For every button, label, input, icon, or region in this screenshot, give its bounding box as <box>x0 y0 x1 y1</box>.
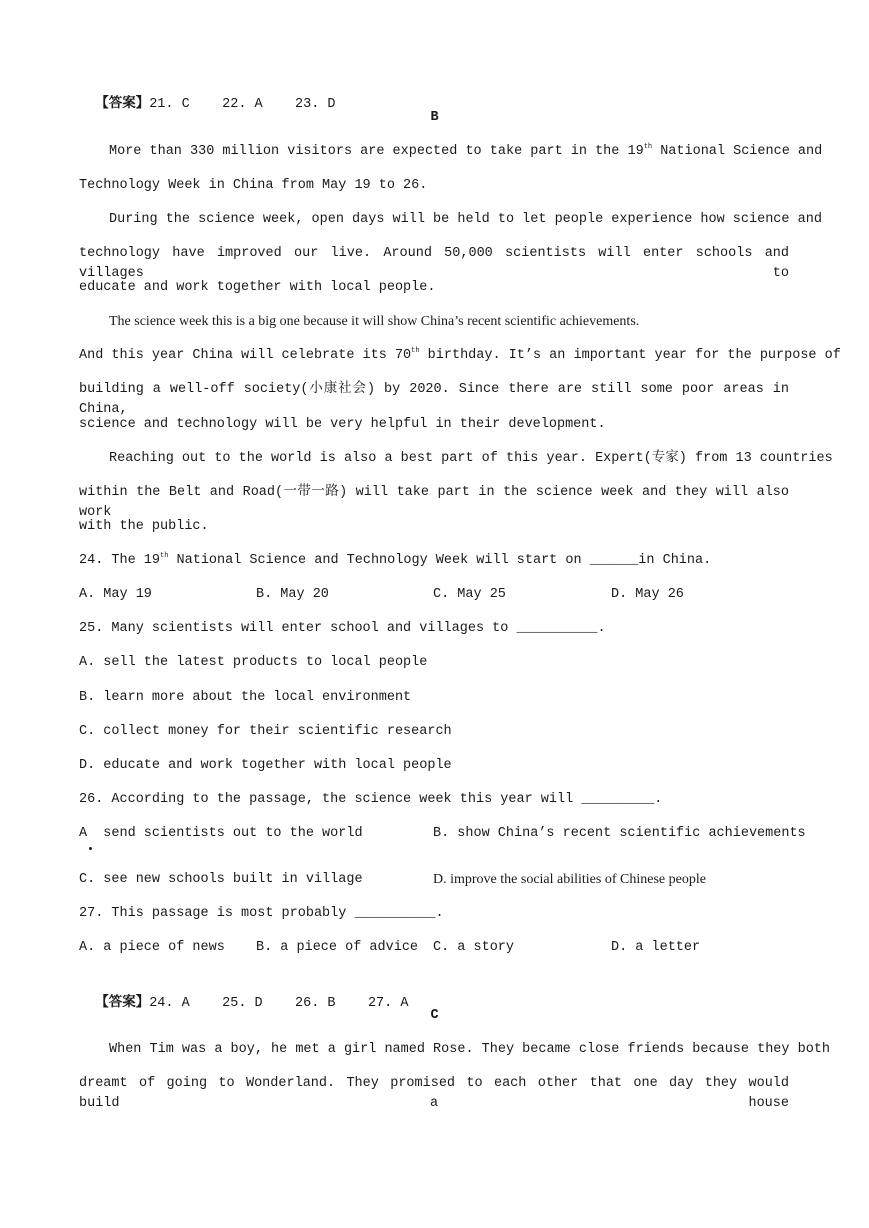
question-27-option-a: A. a piece of news <box>79 940 225 955</box>
section-heading-b: B <box>430 110 439 125</box>
answer-text: 24. A 25. D 26. B 27. A <box>149 996 409 1011</box>
question-24-option-c: C. May 25 <box>433 587 506 602</box>
paragraph-2-line-2: technology have improved our live. Around 50,000 scientists will enter schools and villages to <box>79 246 789 281</box>
question-24-option-a: A. May 19 <box>79 587 152 602</box>
paragraph-4-line-3: with the public. <box>79 519 209 534</box>
question-24-option-d: D. May 26 <box>611 587 684 602</box>
section-heading-c: C <box>430 1008 439 1023</box>
question-25-option-a: A. sell the latest products to local people <box>79 655 428 670</box>
question-27-option-d: D. a letter <box>611 940 701 955</box>
option-a-dot <box>89 847 92 850</box>
paragraph-3-line-3: building a well-off society(小康社会) by 2020. Since there are still some poor areas in China, <box>79 382 789 417</box>
paragraph-1-line-1: More than 330 million visitors are expected to take part in the 19th National Science and <box>109 143 823 159</box>
question-27-option-b: B. a piece of advice <box>256 940 419 955</box>
question-27-stem: 27. This passage is most probably __________. <box>79 906 444 921</box>
question-25-stem: 25. Many scientists will enter school and villages to __________. <box>79 621 606 636</box>
question-26-option-a: A send scientists out to the world <box>79 826 363 841</box>
paragraph-5-line-1: When Tim was a boy, he met a girl named Rose. They became close friends because they both <box>109 1042 831 1057</box>
question-25-option-b: B. learn more about the local environment <box>79 690 412 705</box>
answer-label: 【答案】 <box>95 994 150 1010</box>
paragraph-4-line-1: Reaching out to the world is also a best part of this year. Expert(专家) from 13 countries <box>109 451 833 466</box>
paragraph-5-line-2: dreamt of going to Wonderland. They promised to each other that one day they would build a house <box>79 1076 789 1111</box>
paragraph-2-line-1: During the science week, open days will be held to let people experience how science and <box>109 212 822 227</box>
paragraph-4-line-2: within the Belt and Road(一带一路) will take part in the science week and they will also work <box>79 485 789 520</box>
paragraph-3-line-4: science and technology will be very helpful in their development. <box>79 417 606 432</box>
question-26-stem: 26. According to the passage, the science week this year will _________. <box>79 792 663 807</box>
question-25-option-d: D. educate and work together with local people <box>79 758 452 773</box>
paragraph-1-line-2: Technology Week in China from May 19 to 26. <box>79 178 428 193</box>
paragraph-2-line-3: educate and work together with local people. <box>79 280 436 295</box>
question-25-option-c: C. collect money for their scientific research <box>79 724 452 739</box>
question-26-option-b: B. show China’s recent scientific achievements <box>433 826 806 841</box>
question-26-option-c: C. see new schools built in village <box>79 872 363 887</box>
paragraph-3-line-1: The science week this is a big one because it will show China’s recent scientific achievements. <box>109 314 640 329</box>
question-26-option-d: D. improve the social abilities of Chinese people <box>433 872 706 887</box>
answer-label: 【答案】 <box>95 95 150 111</box>
paragraph-3-line-2: And this year China will celebrate its 70th birthday. It’s an important year for the purpose of <box>79 347 841 363</box>
answer-text: 21. C 22. A 23. D <box>149 97 336 112</box>
question-24-stem: 24. The 19th National Science and Technology Week will start on ______in China. <box>79 552 712 568</box>
question-27-option-c: C. a story <box>433 940 515 955</box>
question-24-option-b: B. May 20 <box>256 587 329 602</box>
